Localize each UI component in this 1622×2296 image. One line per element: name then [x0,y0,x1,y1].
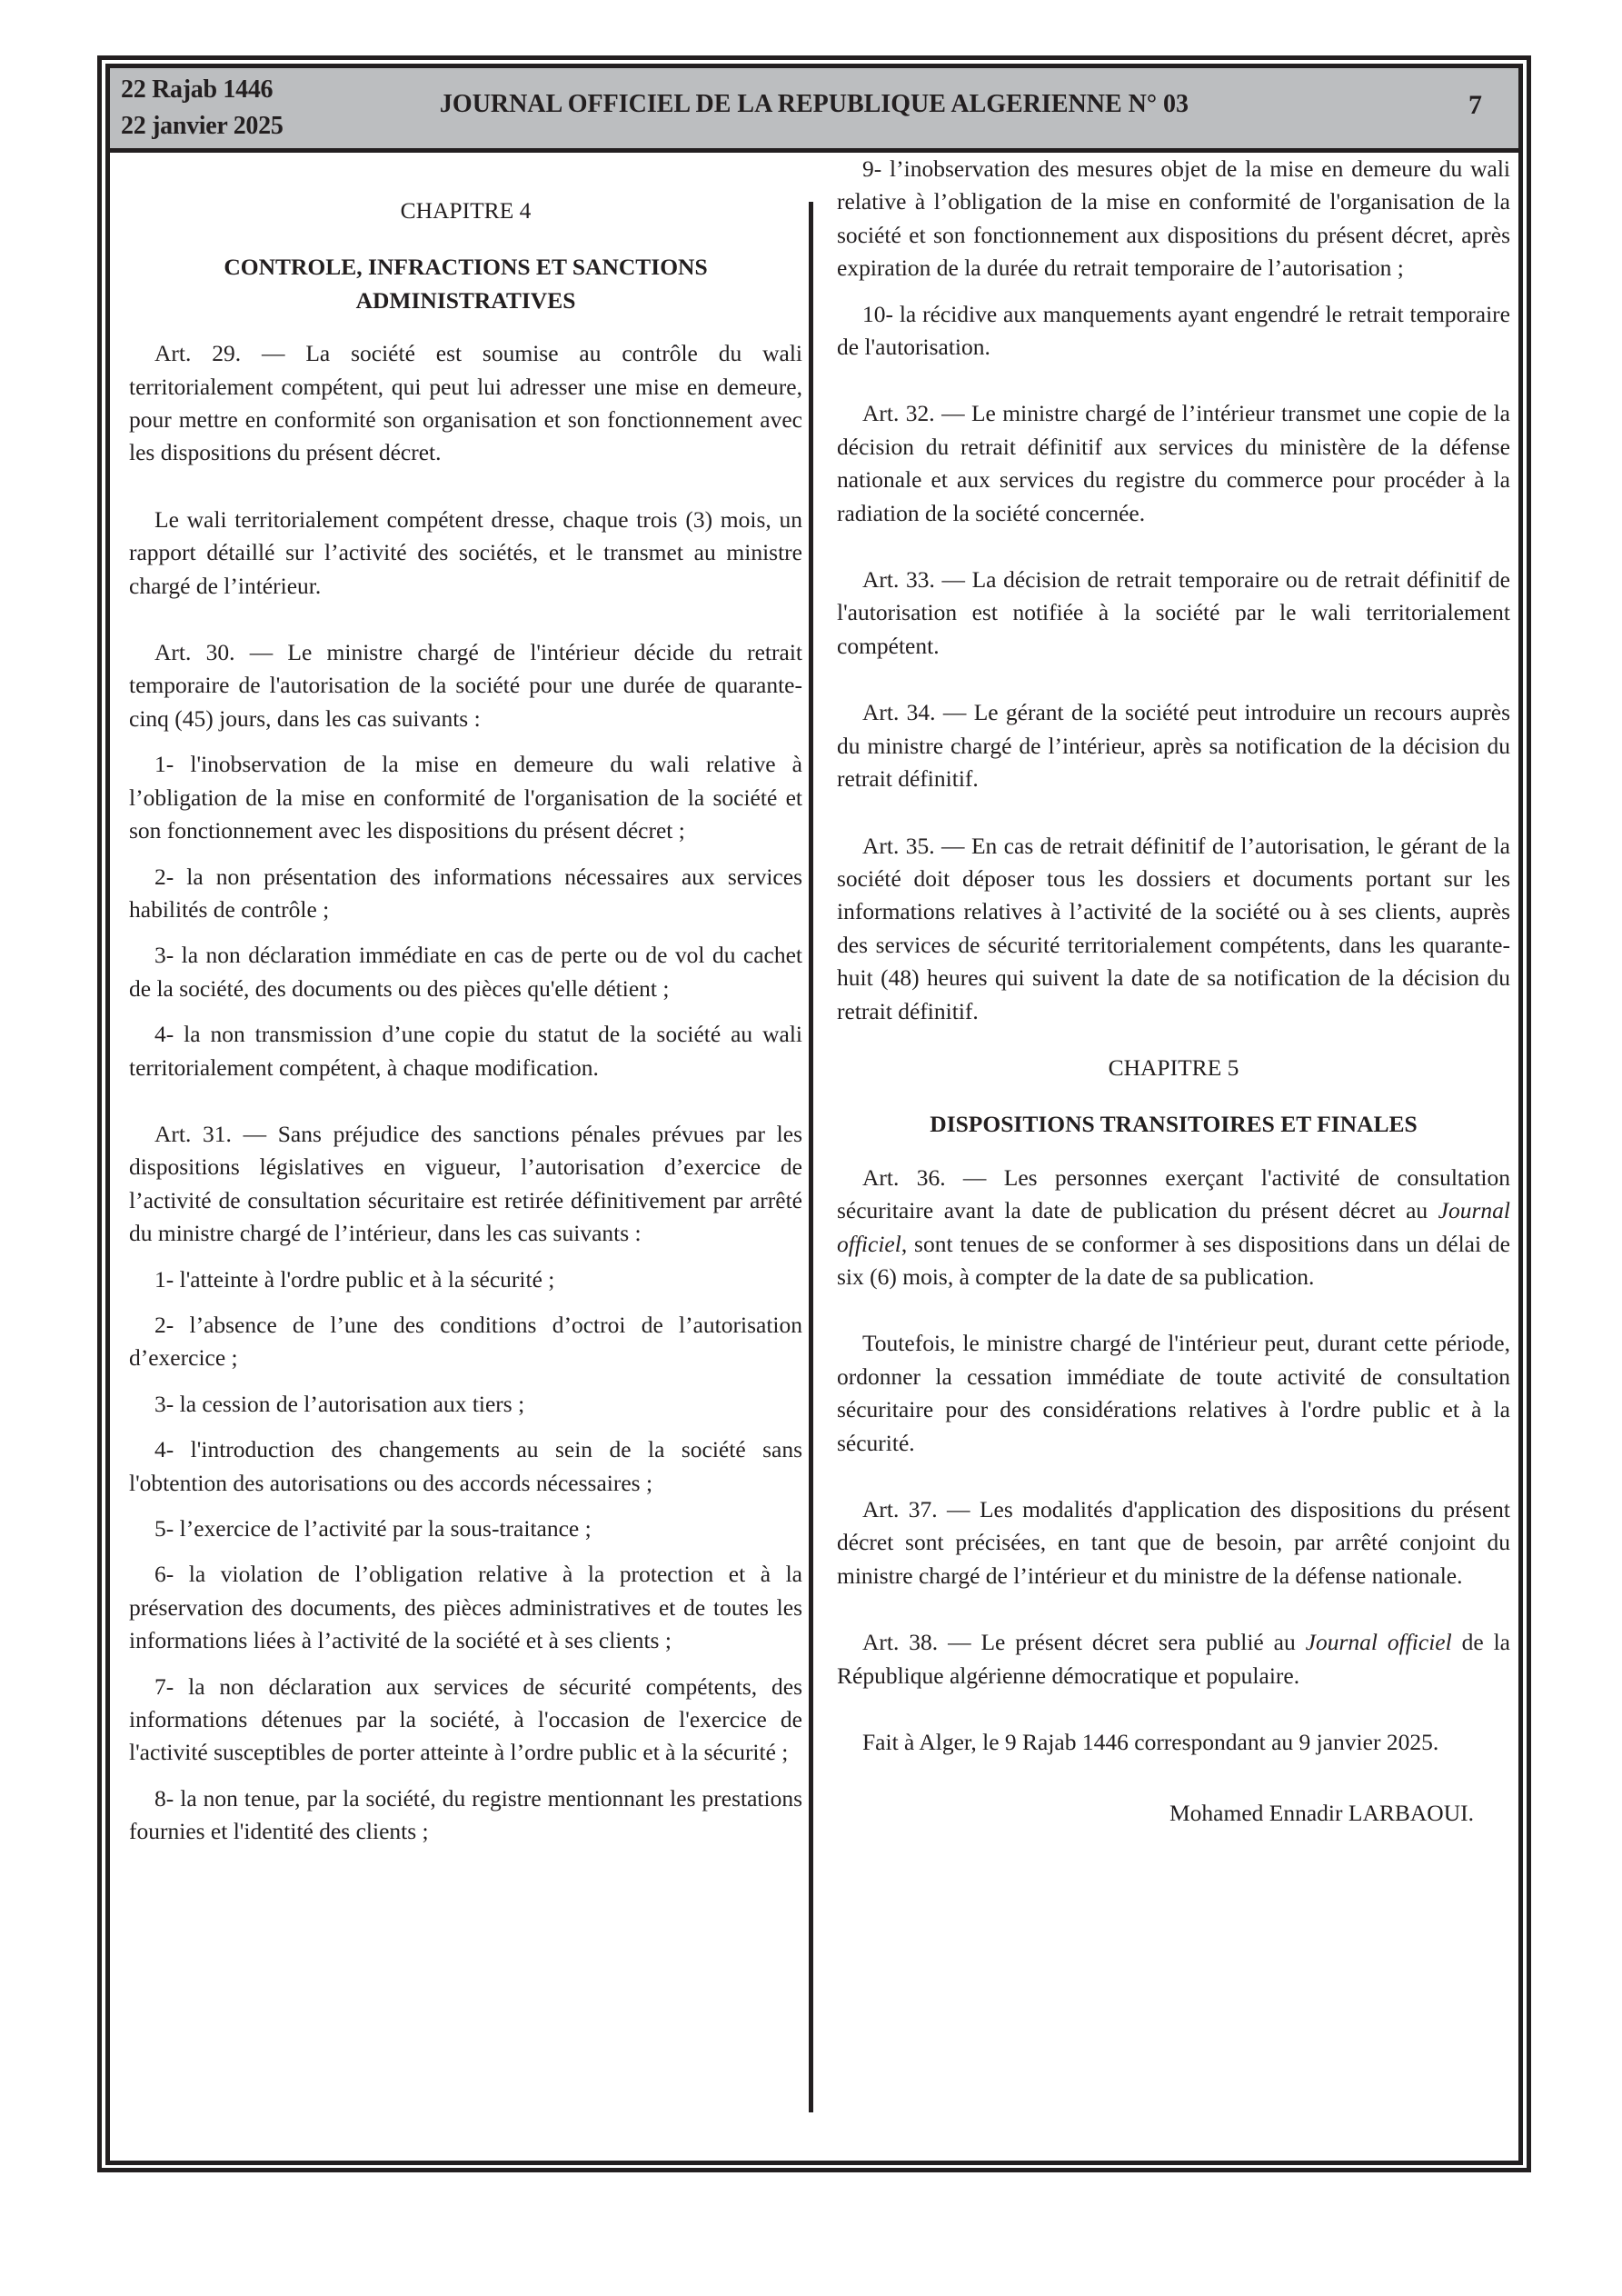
article-38-text-after: de la République algérienne démocratique et populaire. [837,1629,1510,1689]
article-30-item-4: 4- la non transmission d’une copie du statut de la société au wali territorialement compétent, à chaque modification. [129,1021,802,1081]
journal-title: JOURNAL OFFICIEL DE LA REPUBLIQUE ALGERIENNE N° 03 [439,90,1189,118]
journal-officiel-italic: Journal officiel [837,1197,1510,1257]
header-date-gregorian: 22 janvier 2025 [121,112,284,140]
article-31-item-3: 3- la cession de l’autorisation aux tiers ; [154,1390,525,1417]
chapter-4-title-line1: CONTROLE, INFRACTIONS ET SANCTIONS [224,254,708,281]
column-divider [809,202,813,2112]
article-30-intro: Art. 30. — Le ministre chargé de l'intérieur décide du retrait temporaire de l'autorisation de la société pour une durée de quarante-cinq (45) jours, dans les cas suivants : [129,639,802,732]
article-29-paragraph-2: Le wali territorialement compétent dresse, chaque trois (3) mois, un rapport détaillé sur l’activité des sociétés, et le transmet au ministre chargé de l’intérieur. [129,505,802,599]
article-31-item-5: 5- l’exercice de l’activité par la sous-traitance ; [154,1515,592,1542]
article-31-item-8: 8- la non tenue, par la société, du registre mentionnant les prestations fournies et l'identité des clients ; [129,1784,802,1845]
journal-officiel-italic: Journal officiel [1305,1629,1452,1656]
article-31-intro: Art. 31. — Sans préjudice des sanctions pénales prévues par les dispositions législatives en vigueur, l’autorisation d’exercice de l’activité de consultation sécuritaire est retirée définitivement par arrêté du ministre chargé de l’intérieur, dans les cas suivants : [129,1120,802,1247]
article-36-text-after: , sont tenues de se conformer à ses dispositions dans un délai de six (6) mois, à compter de la date de sa publication. [837,1230,1510,1290]
article-31-item-9: 9- l’inobservation des mesures objet de la mise en demeure du wali relative à l’obligation de la mise en conformité de l'organisation de la société et son fonctionnement aux dispositions du présent décret, après expiration de la durée du retrait temporaire de l’autorisation ; [837,155,1510,282]
article-35: Art. 35. — En cas de retrait définitif de l’autorisation, le gérant de la société doit déposer tous les dossiers et documents portant sur les informations relatives à l’activité de la société ou à ses clients, auprès des services de sécurité territorialement compétents, dans les quarante-huit (48) heures qui suivent la date de sa notification de la décision du retrait définitif. [837,832,1510,1024]
article-31-item-2: 2- l’absence de l’une des conditions d’octroi de l’autorisation d’exercice ; [129,1311,802,1372]
article-36-paragraph-2: Toutefois, le ministre chargé de l'intérieur peut, durant cette période, ordonner la cessation immédiate de toute activité de consultation sécuritaire pour des considérations relatives à l'ordre public et à la sécurité. [837,1330,1510,1456]
article-37: Art. 37. — Les modalités d'application des dispositions du présent décret sont précisées, en tant que de besoin, par arrêté conjoint du ministre chargé de l’intérieur et du ministre de la défense nationale. [837,1496,1510,1589]
chapter-4-label: CHAPITRE 4 [400,197,532,224]
article-30-item-2: 2- la non présentation des informations nécessaires aux services habilités de contrôle ; [129,863,802,923]
left-column [129,164,802,1849]
article-34: Art. 34. — Le gérant de la société peut introduire un recours auprès du ministre chargé de l’intérieur, après sa notification de la décision du retrait définitif. [837,699,1510,793]
article-31-item-7: 7- la non déclaration aux services de sécurité compétents, des informations détenues par la société, à l'occasion de l'exercice de l'activité susceptibles de porter atteinte à l’ordre public et à la sécurité ; [129,1672,802,1766]
article-38 [837,1626,1510,1692]
article-29-paragraph-1: Art. 29. — La société est soumise au contrôle du wali territorialement compétent, qui peut lui adresser une mise en demeure, pour mettre en conformité son organisation et son fonctionnement avec les dispositions du présent décret. [129,340,802,466]
article-32: Art. 32. — Le ministre chargé de l’intérieur transmet une copie de la décision du retrait définitif aux services du ministère de la défense nationale et aux services du registre du commerce pour procéder à la radiation de la société concernée. [837,400,1510,526]
page-number: 7 [1468,90,1482,120]
article-31-item-6: 6- la violation de l’obligation relative à la protection et à la préservation des documents, des pièces administratives et de toutes les informations liées à l’activité de la société et à ses clients ; [129,1561,802,1654]
article-31-item-4: 4- l'introduction des changements au sein de la société sans l'obtention des autorisations ou des accords nécessaires ; [129,1436,802,1496]
article-31-item-10: 10- la récidive aux manquements ayant engendré le retrait temporaire de l'autorisation. [837,300,1510,361]
article-36-paragraph-1 [837,1162,1510,1294]
article-38-text-before: Art. 38. — Le présent décret sera publié au [862,1629,1306,1656]
header-date-hijri: 22 Rajab 1446 [121,75,274,104]
article-33: Art. 33. — La décision de retrait temporaire ou de retrait définitif de l'autorisation est notifiée à la société par le wali territorialement compétent. [837,566,1510,659]
signature: Mohamed Ennadir LARBAOUI. [1169,1800,1474,1827]
chapter-5-label: CHAPITRE 5 [1108,1053,1239,1081]
page-header [110,68,1518,153]
chapter-5-title: DISPOSITIONS TRANSITOIRES ET FINALES [930,1111,1418,1138]
right-column [837,153,1510,1831]
article-31-item-1: 1- l'atteinte à l'ordre public et à la sécurité ; [154,1265,555,1293]
article-36-text-before: Art. 36. — Les personnes exerçant l'activité de consultation sécuritaire avant la date de publication du présent décret au [837,1163,1510,1224]
fait-a-alger: Fait à Alger, le 9 Rajab 1446 correspondant au 9 janvier 2025. [862,1729,1439,1756]
article-30-item-3: 3- la non déclaration immédiate en cas de perte ou de vol du cachet de la société, des documents ou des pièces qu'elle détient ; [129,942,802,1002]
article-30-item-1: 1- l'inobservation de la mise en demeure du wali relative à l’obligation de la mise en conformité de l'organisation de la société et son fonctionnement avec les dispositions du présent décret ; [129,751,802,844]
chapter-4-title-line2: ADMINISTRATIVES [355,286,576,314]
